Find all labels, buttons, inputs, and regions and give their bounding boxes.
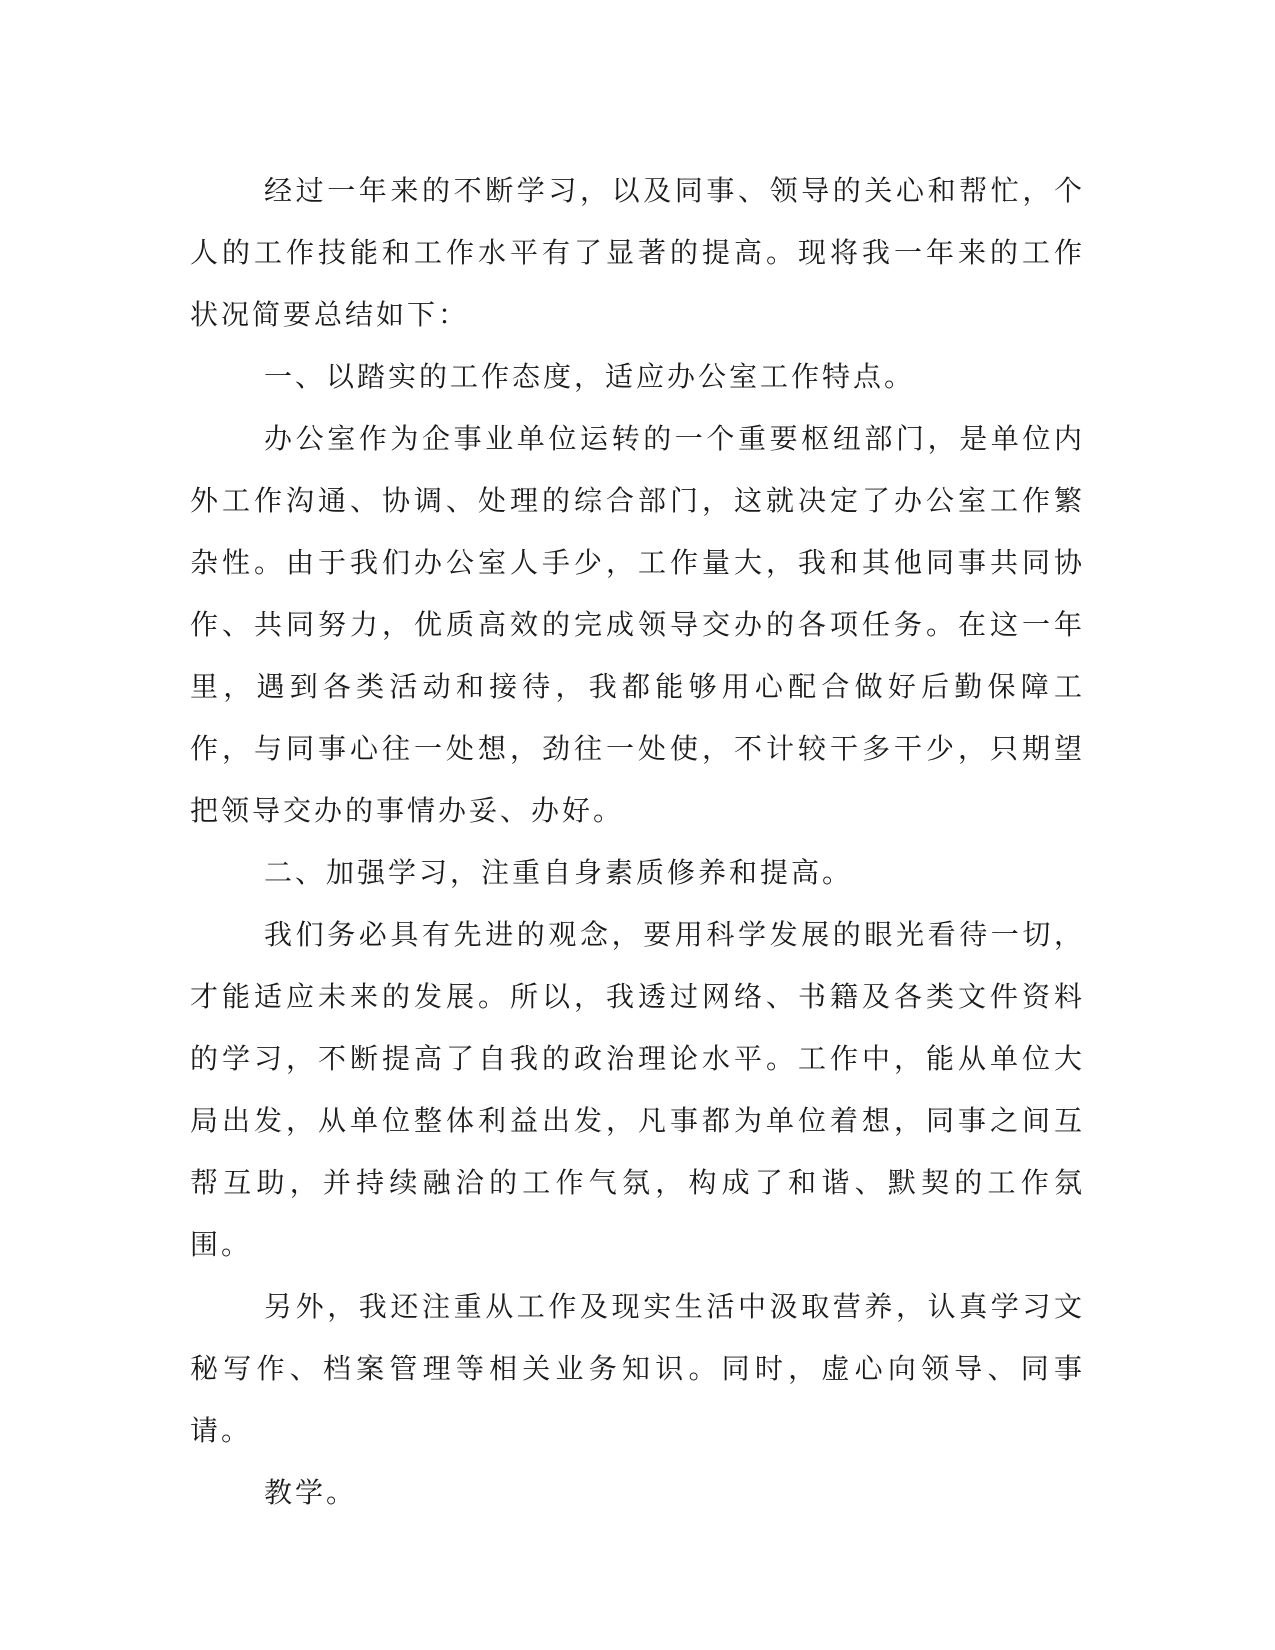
document-body bbox=[190, 160, 1085, 1524]
heading-section-1: 一、以踏实的工作态度，适应办公室工作特点。 bbox=[264, 360, 916, 393]
paragraph-section-2: 我们务必具有先进的观念，要用科学发展的眼光看待一切，才能适应未来的发展。所以，我透过网络、书籍及各类文件资料的学习，不断提高了自我的政治理论水平。工作中，能从单位大局出发，从单位整体利益出发，凡事都为单位着想，同事之间互帮互助，并持续融洽的工作气氛，构成了和谐、默契的工作氛围。 bbox=[190, 918, 1085, 1261]
paragraph-section-1: 办公室作为企事业单位运转的一个重要枢纽部门，是单位内外工作沟通、协调、处理的综合部门，这就决定了办公室工作繁杂性。由于我们办公室人手少，工作量大，我和其他同事共同协作、共同努力，优质高效的完成领导交办的各项任务。在这一年里，遇到各类活动和接待，我都能够用心配合做好后勤保障工作，与同事心往一处想，劲往一处使，不计较干多干少，只期望把领导交办的事情办妥、办好。 bbox=[190, 422, 1085, 827]
paragraph-intro: 经过一年来的不断学习，以及同事、领导的关心和帮忙，个人的工作技能和工作水平有了显著的提高。现将我一年来的工作状况简要总结如下： bbox=[190, 174, 1085, 331]
paragraph-additional: 另外，我还注重从工作及现实生活中汲取营养，认真学习文秘写作、档案管理等相关业务知识。同时，虚心向领导、同事请。 bbox=[190, 1290, 1085, 1447]
paragraph-closing: 教学。 bbox=[264, 1476, 358, 1509]
heading-section-2: 二、加强学习，注重自身素质修养和提高。 bbox=[264, 856, 854, 889]
